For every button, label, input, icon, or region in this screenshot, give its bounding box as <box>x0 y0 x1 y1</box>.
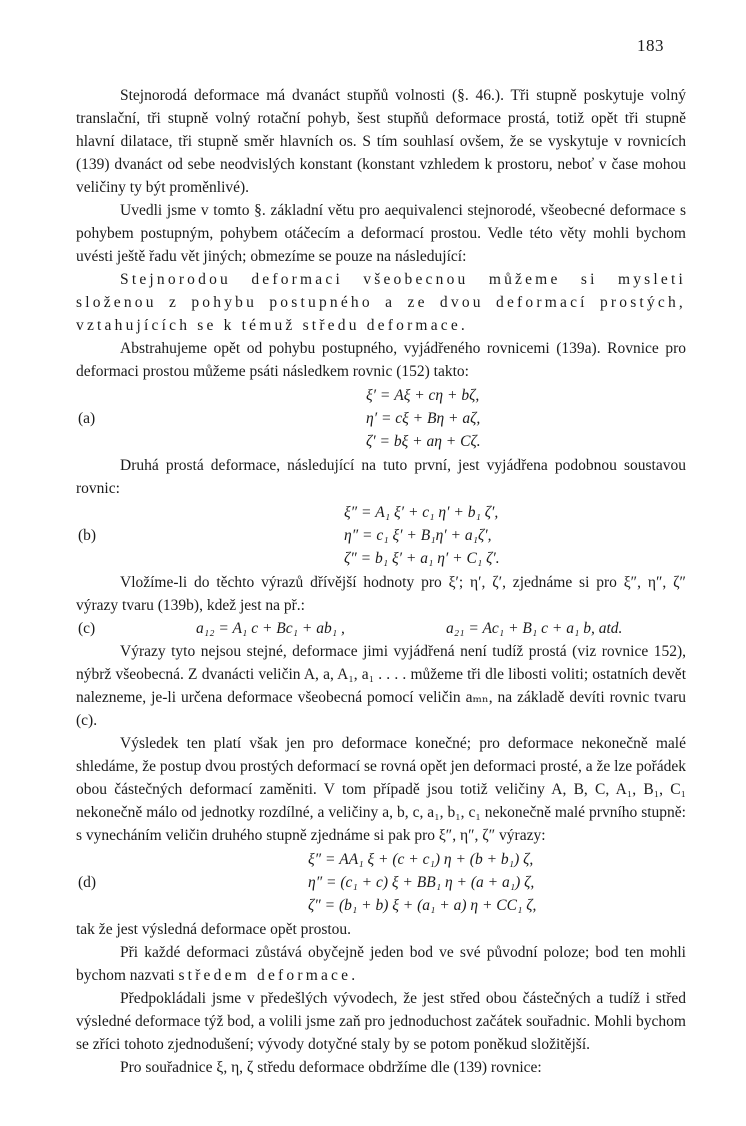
equation-b-line-2: η″ = c₁ ξ′ + B₁η′ + a₁ζ′, <box>344 527 492 544</box>
page-body <box>76 84 686 1079</box>
equation-b <box>76 501 686 570</box>
equation-d-line-2: η″ = (c₁ + c) ξ + BB₁ η + (a + a₁) ζ, <box>308 874 535 891</box>
equation-b-line-1: ξ″ = A₁ ξ′ + c₁ η′ + b₁ ζ′, <box>344 504 499 521</box>
equation-c-part-1: a₁₂ = A₁ c + Bc₁ + ab₁ , <box>196 620 345 637</box>
paragraph-assumption: Předpokládali jsme v předešlých vývodech, že jest střed obou částečných a tudíž i střed výsledné deformace týž bod, a volili jsme zaň pro jednoduchost začátek souřadnic. Mohli bychom se zříci tohoto zjednodušení; vývody dotyčné staly by se potom poněkud složitější. <box>76 990 686 1053</box>
paragraph-result: tak že jest výsledná deformace opět prostou. <box>76 921 352 938</box>
equation-a-line-1: ξ′ = Aξ + cη + bζ, <box>366 387 480 404</box>
paragraph-simple-deformation: Abstrahujeme opět od pohybu postupného, vyjádřeného rovnicemi (139a). Rovnice pro deformaci prostou můžeme psáti následkem rovnic (152) takto: <box>76 340 686 380</box>
equation-d <box>76 848 686 917</box>
paragraph-center-of-deformation <box>76 941 686 987</box>
center-text-b: . <box>351 967 356 984</box>
equation-a-line-3: ζ′ = bξ + aη + Cζ. <box>366 433 481 450</box>
equation-c-part-2: a₂₁ = Ac₁ + B₁ c + a₁ b, atd. <box>446 620 623 637</box>
page-number: 183 <box>637 36 664 55</box>
paragraph-equivalence: Uvedli jsme v tomto §. základní větu pro aequivalenci stejnorodé, všeobecné deformace s pohybem postupným, pohybem otáčecím a deformací prostou. Vedle této věty mohli bychom uvésti ještě řadu vět jiných; obmezíme se pouze na následující: <box>76 202 686 265</box>
equation-b-line-3: ζ″ = b₁ ξ′ + a₁ η′ + C₁ ζ′. <box>344 550 500 567</box>
center-text-spaced: středem deformace <box>178 967 352 984</box>
paragraph-general-deformation: Výrazy tyto nejsou stejné, deformace jimi vyjádřená není tudíž prostá (viz rovnice 152), nýbrž všeobecná. Z dvanácti veličin A, a, A₁, a₁ . . . . můžeme tři dle libosti voliti; ostatních devět nalezneme, je-li určena deformace všeobecná pomocí veličin aₘₙ, na základě devíti rovnic tvaru (c). <box>76 643 686 729</box>
center-text-a: Při každé deformaci zůstává obyčejně jeden bod ve své původní poloze; bod ten mohli bychom nazvati <box>76 944 686 984</box>
paragraph-degrees-of-freedom: Stejnorodá deformace má dvanáct stupňů volnosti (§. 46.). Tři stupně poskytuje volný translační, tři stupně volný rotační pohyb, šest stupňů deformace prostá, totiž opět tři stupně hlavní dilatace, tři stupně směr hlavních os. S tím souhlasí ovšem, že se vyskytuje v rovnicích (139) dvanáct od sebe neodvislých konstant (konstant vzhledem k prostoru, neboť v čase mohou veličiny ty být proměnlivé). <box>76 87 686 196</box>
equation-a <box>76 384 686 453</box>
equation-d-line-1: ξ″ = AA₁ ξ + (c + c₁) η + (b + b₁) ζ, <box>308 851 534 868</box>
equation-label-d: (d) <box>78 874 97 891</box>
equation-a-line-2: η′ = cξ + Bη + aζ, <box>366 410 481 427</box>
paragraph-substitution: Vložíme-li do těchto výrazů dřívější hodnoty pro ξ′; η′, ζ′, zjednáme si pro ξ″, η″, ζ″ výrazy tvaru (139b), kdež jest na př.: <box>76 574 686 614</box>
equation-c <box>76 617 686 640</box>
equation-label-a: (a) <box>78 410 96 427</box>
equation-label-c: (c) <box>78 620 96 637</box>
paragraph-second-deformation: Druhá prostá deformace, následující na tuto první, jest vyjádřena podobnou soustavou rovnic: <box>76 457 686 497</box>
theorem-statement: Stejnorodou deformaci všeobecnou můžeme si mysleti složenou z pohybu postupného a ze dvou deformací prostých, vztahujících se k témuž středu deformace. <box>76 271 686 334</box>
paragraph-finite-deformations: Výsledek ten platí však jen pro deformace konečné; pro deformace nekonečně malé shledáme, že postup dvou prostých deformací se rovná opět jen deformaci prosté, a že lze pořádek obou částečných deformací zaměniti. V tom případě jsou totiž veličiny A, B, C, A₁, B₁, C₁ nekonečně málo od jednotky rozdílné, a veličiny a, b, c, a₁, b₁, c₁ nekonečně malé prvního stupně: s vynecháním veličin druhého stupně zjednáme si pak pro ξ″, η″, ζ″ výrazy: <box>76 735 686 844</box>
equation-label-b: (b) <box>78 527 97 544</box>
equation-d-line-3: ζ″ = (b₁ + b) ξ + (a₁ + a) η + CC₁ ζ, <box>308 897 537 914</box>
paragraph-coordinates: Pro souřadnice ξ, η, ζ středu deformace obdržíme dle (139) rovnice: <box>120 1059 542 1076</box>
